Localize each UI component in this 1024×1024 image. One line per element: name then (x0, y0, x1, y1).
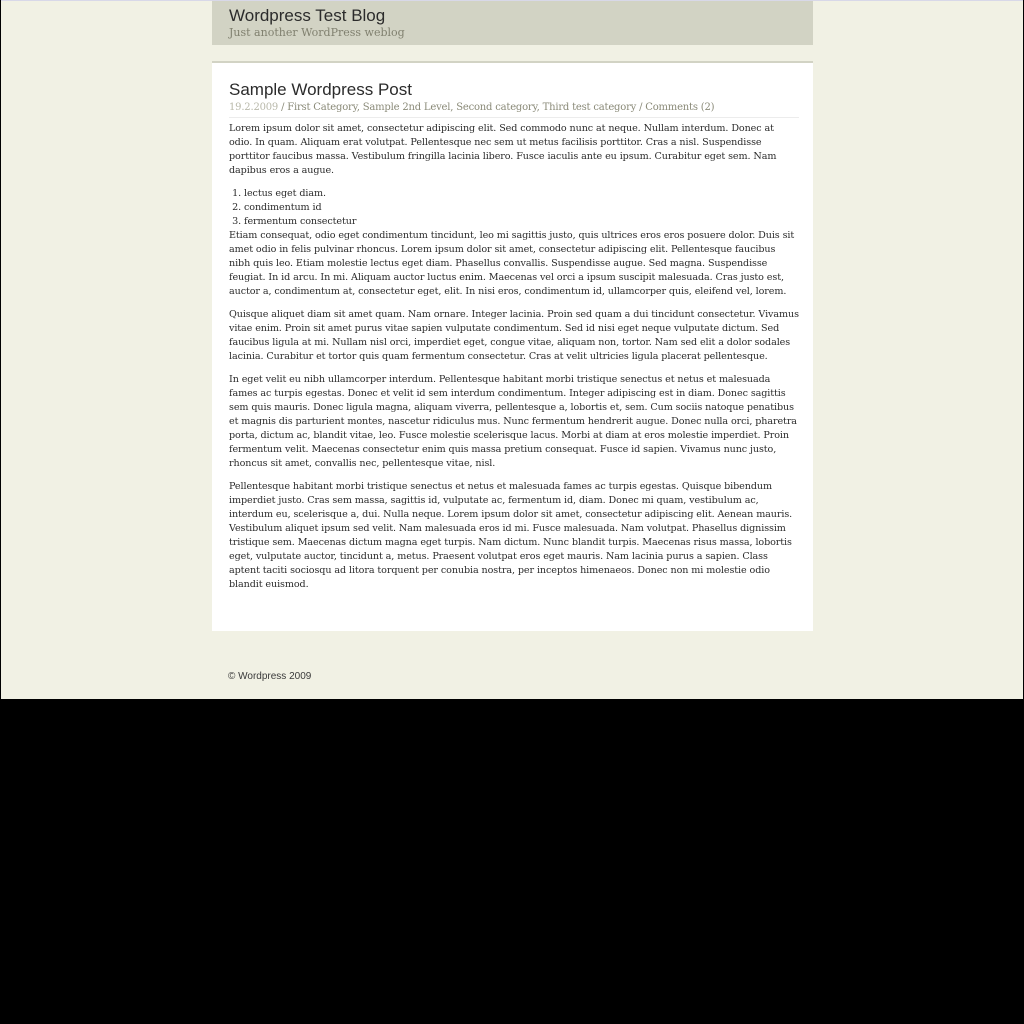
category-link[interactable]: Second category (456, 102, 537, 113)
footer-copyright: © Wordpress 2009 (228, 671, 312, 682)
site-title[interactable]: Wordpress Test Blog (229, 6, 386, 25)
meta-separator: / (636, 102, 646, 113)
category-link[interactable]: Third test category (542, 102, 637, 113)
post-paragraph: Lorem ipsum dolor sit amet, consectetur adipiscing elit. Sed commodo nunc at neque. Nullam interdum. Donec at odio. In quam. Aliquam erat volutpat. Pellentesque nec sem ut metus facilisis porttitor. Cras a nisl. Suspendisse porttitor faucibus massa. Vestibulum fringilla lacinia libero. Fusce iaculis ante eu ipsum. Curabitur eget sem. Nam dapibus eros a augue. (229, 123, 777, 176)
meta-separator: / (278, 102, 288, 113)
blog-post (229, 79, 799, 601)
category-link[interactable]: Sample 2nd Level (362, 102, 451, 113)
post-date: 19.2.2009 (229, 102, 279, 113)
post-paragraph: In eget velit eu nibh ullamcorper interdum. Pellentesque habitant morbi tristique senectus et netus et malesuada fames ac turpis egestas. Donec et velit id sem interdum condimentum. Integer adipiscing est in diam. Donec sagittis sem quis mauris. Donec ligula magna, aliquam viverra, pellentesque a, lobortis et, sem. Cum sociis natoque penatibus et magnis dis parturient montes, nascetur ridiculus mus. Nunc fermentum hendrerit augue. Donec nulla orci, pharetra porta, dictum ac, blandit vitae, leo. Fusce molestie scelerisque lacus. Morbi at diam at eros molestie imperdiet. Proin fermentum velit. Maecenas consectetur enim quis massa pretium consequat. Fusce id sapien. Vivamus nunc justo, rhoncus sit amet, convallis nec, pellentesque vitae, nisl. (229, 374, 797, 469)
site-header (212, 1, 813, 45)
post-paragraph: Quisque aliquet diam sit amet quam. Nam ornare. Integer lacinia. Proin sed quam a dui tincidunt consectetur. Vivamus vitae enim. Proin sit amet purus vitae sapien vulputate condimentum. Sed id nisi eget neque vulputate dictum. Sed faucibus ligula at mi. Nullam nisl orci, imperdiet eget, congue vitae, aliquam non, tortor. Nam sed elit a dolor sodales lacinia. Curabitur et tortor quis quam fermentum consectetur. Cras at velit ultricies ligula placerat pellentesque. (229, 309, 799, 362)
category-link[interactable]: First Category (287, 102, 357, 113)
post-title[interactable]: Sample Wordpress Post (229, 80, 412, 99)
page-background (1, 0, 1023, 699)
list-item: 1. lectus eget diam. (244, 187, 799, 201)
post-meta: 19.2.2009 / First Category, Sample 2nd Level, Second category, Third test category / Comments (2) (229, 101, 799, 118)
post-body (229, 122, 799, 592)
content-area (212, 61, 813, 631)
post-list (229, 187, 799, 229)
comments-link[interactable]: Comments (2) (645, 102, 715, 113)
post-paragraph: Etiam consequat, odio eget condimentum tincidunt, leo mi sagittis justo, quis ultrices eros eros posuere dolor. Duis sit amet odio in felis pulvinar rhoncus. Lorem ipsum dolor sit amet, consectetur adipiscing elit. Pellentesque faucibus nibh quis leo. Etiam molestie lectus eget diam. Phasellus convallis. Suspendisse augue. Sed magna. Suspendisse feugiat. In id arcu. In mi. Aliquam auctor luctus enim. Maecenas vel orci a ipsum suscipit malesuada. Cras justo est, auctor a, condimentum at, consectetur eget, elit. In nisi eros, condimentum id, ullamcorper quis, eleifend vel, lorem. (229, 230, 795, 297)
site-tagline: Just another WordPress weblog (229, 26, 405, 39)
list-item: 2. condimentum id (244, 201, 799, 215)
post-paragraph: Pellentesque habitant morbi tristique senectus et netus et malesuada fames ac turpis egestas. Quisque bibendum imperdiet justo. Cras sem massa, sagittis id, vulputate ac, fermentum id, diam. Donec mi quam, vestibulum ac, interdum eu, scelerisque a, dui. Nulla neque. Lorem ipsum dolor sit amet, consectetur adipiscing elit. Aenean mauris. Vestibulum aliquet ipsum sed velit. Nam malesuada eros id mi. Fusce malesuada. Nam volutpat. Phasellus dignissim tristique sem. Maecenas dictum magna eget turpis. Nam dictum. Nunc blandit turpis. Maecenas risus massa, lobortis eget, vulputate auctor, tincidunt a, metus. Praesent volutpat eros eget mauris. Nam lacinia purus a sapien. Class aptent taciti sociosqu ad litora torquent per conubia nostra, per inceptos himenaeos. Donec non mi molestie odio blandit euismod. (229, 481, 793, 590)
list-item: 3. fermentum consectetur (244, 215, 799, 229)
